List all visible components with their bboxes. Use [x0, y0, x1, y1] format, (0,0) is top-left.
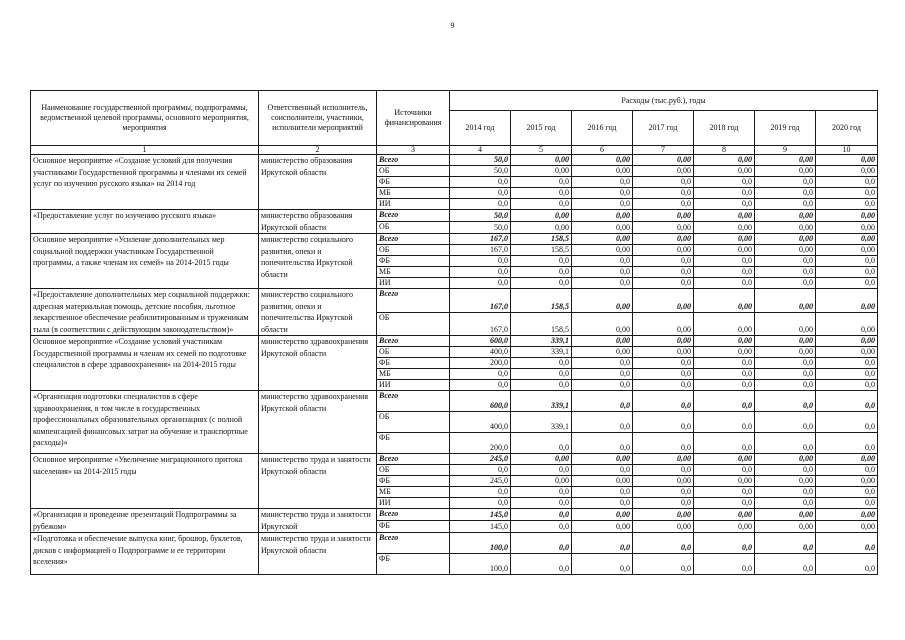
expense-value: 0,00: [633, 312, 694, 336]
expense-value: 0,0: [694, 278, 755, 289]
expense-value: 0,0: [450, 267, 511, 278]
expense-value: 0,0: [572, 533, 633, 554]
expense-value: 0,0: [450, 256, 511, 267]
expense-value: 400,0: [450, 347, 511, 358]
expense-value: 0,0: [694, 498, 755, 509]
header-year: 2016 год: [572, 111, 633, 146]
expense-value: 0,0: [572, 188, 633, 199]
expense-value: 0,00: [572, 245, 633, 256]
funding-source: МБ: [377, 188, 450, 199]
expense-value: 0,00: [572, 210, 633, 222]
expense-value: 0,00: [816, 509, 878, 521]
expense-value: 0,0: [633, 391, 694, 412]
expense-value: 0,0: [633, 533, 694, 554]
expense-value: 0,0: [633, 554, 694, 575]
table-row: [31, 533, 878, 554]
expense-value: 0,0: [755, 533, 816, 554]
funding-source: ФБ: [377, 521, 450, 533]
expense-value: 0,00: [816, 210, 878, 222]
expense-value: 0,00: [633, 155, 694, 166]
expense-value: 0,00: [572, 312, 633, 336]
header-year: 2019 год: [755, 111, 816, 146]
expense-value: 0,0: [450, 369, 511, 380]
expense-value: 0,0: [694, 487, 755, 498]
expense-value: 0,0: [572, 267, 633, 278]
expense-value: 0,00: [755, 245, 816, 256]
expense-value: 0,0: [450, 188, 511, 199]
expense-value: 339,1: [511, 391, 572, 412]
expense-value: 0,0: [511, 267, 572, 278]
expense-value: 0,00: [633, 454, 694, 465]
expense-value: 0,0: [633, 199, 694, 210]
expense-value: 0,0: [816, 256, 878, 267]
expense-value: 0,0: [511, 278, 572, 289]
expense-value: 0,0: [572, 199, 633, 210]
expense-value: 0,0: [511, 369, 572, 380]
funding-source: ФБ: [377, 554, 450, 575]
expense-value: 0,0: [633, 188, 694, 199]
activity-name: Основное мероприятие «Увеличение миграционного притока населения» на 2014-2015 годы: [31, 454, 259, 509]
expense-value: 0,0: [694, 391, 755, 412]
funding-source: Всего: [377, 155, 450, 166]
expense-value: 0,00: [694, 454, 755, 465]
expense-value: 339,1: [511, 336, 572, 347]
expense-value: 0,0: [572, 380, 633, 391]
expense-value: 0,0: [450, 498, 511, 509]
funding-source: ОБ: [377, 412, 450, 433]
expense-value: 0,00: [816, 245, 878, 256]
expense-value: 100,0: [450, 554, 511, 575]
expense-value: 0,0: [816, 487, 878, 498]
table-row: [31, 391, 878, 412]
funding-source: ОБ: [377, 166, 450, 177]
funding-source: ИИ: [377, 278, 450, 289]
expense-value: 0,0: [450, 487, 511, 498]
expense-value: 0,00: [755, 336, 816, 347]
expense-value: 0,0: [816, 358, 878, 369]
expense-value: 0,00: [816, 347, 878, 358]
activity-name: «Организация подготовки специалистов в сфере здравоохранения, в том числе в государственных профессиональных образовательных организациях (с полной компенсацией финансовых затрат на обучение и транспортные расходы)»: [31, 391, 259, 454]
expense-value: 0,00: [572, 454, 633, 465]
expense-value: 0,0: [633, 358, 694, 369]
expense-value: 0,0: [755, 391, 816, 412]
expense-value: 0,00: [633, 476, 694, 487]
funding-source: ФБ: [377, 476, 450, 487]
expense-value: 0,0: [816, 199, 878, 210]
expense-value: 0,00: [755, 210, 816, 222]
activity-name: Основное мероприятие «Создание условий участникам Государственной программы и членам их семей по подготовке специалистов в сфере здравоохранения» на 2014-2015 годы: [31, 336, 259, 391]
column-index: 10: [816, 146, 878, 155]
expense-value: 0,0: [755, 177, 816, 188]
expense-value: 0,0: [633, 465, 694, 476]
expense-value: 0,00: [694, 222, 755, 234]
table-row: [31, 155, 878, 166]
funding-source: Всего: [377, 289, 450, 313]
expense-value: 0,0: [511, 554, 572, 575]
expense-value: 0,00: [694, 234, 755, 245]
expense-value: 0,00: [511, 166, 572, 177]
expense-value: 0,0: [572, 278, 633, 289]
expense-value: 145,0: [450, 521, 511, 533]
expense-value: 0,00: [755, 521, 816, 533]
funding-source: Всего: [377, 210, 450, 222]
expense-value: 0,0: [511, 256, 572, 267]
funding-source: ФБ: [377, 433, 450, 454]
expense-value: 0,0: [816, 412, 878, 433]
header-year: 2020 год: [816, 111, 878, 146]
expense-value: 0,00: [511, 222, 572, 234]
expense-value: 0,00: [511, 476, 572, 487]
funding-source: ОБ: [377, 347, 450, 358]
column-index: 5: [511, 146, 572, 155]
expense-value: 0,00: [694, 210, 755, 222]
expense-value: 0,0: [755, 433, 816, 454]
expense-value: 0,0: [511, 358, 572, 369]
funding-source: ФБ: [377, 358, 450, 369]
funding-source: Всего: [377, 509, 450, 521]
expense-value: 0,0: [633, 267, 694, 278]
expense-value: 339,1: [511, 412, 572, 433]
table-row: [31, 234, 878, 245]
expense-value: 0,0: [694, 554, 755, 575]
expense-value: 0,0: [755, 554, 816, 575]
expense-value: 0,0: [450, 278, 511, 289]
expense-value: 0,0: [511, 509, 572, 521]
expense-value: 0,0: [816, 465, 878, 476]
expense-value: 0,00: [572, 476, 633, 487]
expense-value: 0,0: [511, 498, 572, 509]
expense-value: 0,0: [755, 487, 816, 498]
expense-value: 0,00: [572, 155, 633, 166]
expense-value: 0,0: [816, 433, 878, 454]
expense-value: 167,0: [450, 312, 511, 336]
header-name: Наименование государственной программы, подпрограммы, ведомственной целевой программы, основного мероприятия, мероприятия: [31, 91, 259, 146]
expense-value: 0,0: [694, 465, 755, 476]
expense-value: 0,00: [694, 521, 755, 533]
expense-value: 0,00: [572, 347, 633, 358]
expense-value: 158,5: [511, 245, 572, 256]
column-index: 7: [633, 146, 694, 155]
funding-source: ОБ: [377, 312, 450, 336]
expense-value: 200,0: [450, 433, 511, 454]
expense-value: 0,0: [572, 433, 633, 454]
funding-source: МБ: [377, 369, 450, 380]
expense-value: 0,00: [694, 245, 755, 256]
header-source: Источники финансирования: [377, 91, 450, 146]
executor-name: министерство труда и занятости Иркутской области: [259, 454, 377, 509]
expense-value: 0,00: [633, 509, 694, 521]
expense-value: 0,00: [755, 312, 816, 336]
expense-value: 0,0: [694, 199, 755, 210]
column-index: 2: [259, 146, 377, 155]
expense-value: 0,0: [694, 433, 755, 454]
expense-value: 0,00: [694, 155, 755, 166]
activity-name: «Подготовка и обеспечение выпуска книг, брошюр, буклетов, дисков с информацией о Подпрограмме и ее территории вселения»: [31, 533, 259, 575]
expense-value: 0,00: [633, 166, 694, 177]
executor-name: министерство труда и занятости Иркутской: [259, 509, 377, 533]
expense-value: 200,0: [450, 358, 511, 369]
expense-value: 0,00: [755, 476, 816, 487]
expense-value: 50,0: [450, 155, 511, 166]
expense-value: 245,0: [450, 454, 511, 465]
expense-value: 0,00: [755, 234, 816, 245]
expense-value: 0,00: [511, 454, 572, 465]
expense-value: 0,0: [511, 433, 572, 454]
expense-value: 0,0: [511, 199, 572, 210]
expense-value: 50,0: [450, 166, 511, 177]
expense-value: 0,0: [511, 521, 572, 533]
expense-value: 600,0: [450, 391, 511, 412]
expense-value: 0,0: [511, 533, 572, 554]
expense-value: 0,00: [633, 245, 694, 256]
expense-value: 0,0: [633, 380, 694, 391]
funding-source: МБ: [377, 487, 450, 498]
executor-name: министерство социального развития, опеки и попечительства Иркутской области: [259, 234, 377, 289]
expense-value: 0,0: [511, 177, 572, 188]
executor-name: министерство образования Иркутской области: [259, 155, 377, 210]
executor-name: министерство здравоохранения Иркутской области: [259, 391, 377, 454]
funding-source: ОБ: [377, 465, 450, 476]
column-index: 4: [450, 146, 511, 155]
funding-source: ОБ: [377, 245, 450, 256]
expense-value: 167,0: [450, 245, 511, 256]
expense-value: 0,0: [572, 177, 633, 188]
expense-value: 0,0: [755, 278, 816, 289]
expense-value: 50,0: [450, 210, 511, 222]
expense-value: 0,00: [633, 222, 694, 234]
funding-source: Всего: [377, 234, 450, 245]
expense-value: 0,00: [755, 347, 816, 358]
expense-value: 100,0: [450, 533, 511, 554]
expense-value: 0,0: [633, 412, 694, 433]
expense-value: 0,0: [633, 177, 694, 188]
expense-value: 0,00: [816, 476, 878, 487]
header-year: 2014 год: [450, 111, 511, 146]
expense-value: 0,00: [572, 166, 633, 177]
expense-value: 0,0: [816, 278, 878, 289]
expense-value: 245,0: [450, 476, 511, 487]
expense-value: 0,0: [755, 380, 816, 391]
expense-value: 0,00: [694, 336, 755, 347]
expense-value: 0,0: [511, 380, 572, 391]
expense-value: 0,0: [816, 177, 878, 188]
expense-value: 400,0: [450, 412, 511, 433]
expense-value: 0,0: [633, 433, 694, 454]
expense-value: 0,00: [633, 234, 694, 245]
expense-value: 0,00: [694, 166, 755, 177]
funding-source: ИИ: [377, 498, 450, 509]
column-index: 9: [755, 146, 816, 155]
funding-source: ОБ: [377, 222, 450, 234]
expense-value: 0,0: [755, 188, 816, 199]
expense-value: 0,00: [755, 166, 816, 177]
expense-value: 0,0: [572, 487, 633, 498]
expense-value: 158,5: [511, 289, 572, 313]
expense-value: 145,0: [450, 509, 511, 521]
table-row: [31, 289, 878, 313]
expense-value: 0,0: [450, 380, 511, 391]
expense-value: 0,0: [511, 188, 572, 199]
column-index: 8: [694, 146, 755, 155]
expense-value: 0,0: [816, 554, 878, 575]
expense-value: 0,0: [633, 487, 694, 498]
table-row: [31, 210, 878, 222]
activity-name: «Организация и проведение презентаций Подпрограммы за рубежом»: [31, 509, 259, 533]
expense-value: 0,0: [450, 199, 511, 210]
activity-name: Основное мероприятие «Создание условий для получения участниками Государственной программы и членами их семей услуг по изучению русского языка» на 2014 год: [31, 155, 259, 210]
funding-source: Всего: [377, 336, 450, 347]
expense-value: 0,00: [572, 509, 633, 521]
expense-value: 0,0: [572, 498, 633, 509]
expense-value: 0,00: [816, 336, 878, 347]
expense-value: 0,0: [694, 256, 755, 267]
expense-value: 0,00: [816, 312, 878, 336]
expense-value: 0,00: [694, 312, 755, 336]
activity-name: «Предоставление услуг по изучению русского языка»: [31, 210, 259, 234]
page-number: 9: [450, 21, 455, 30]
executor-name: министерство здравоохранения Иркутской области: [259, 336, 377, 391]
expense-value: 0,00: [694, 476, 755, 487]
expense-value: 0,0: [572, 369, 633, 380]
expense-value: 0,00: [755, 454, 816, 465]
funding-source: Всего: [377, 391, 450, 412]
expense-value: 0,0: [694, 369, 755, 380]
funding-source: ФБ: [377, 256, 450, 267]
expense-value: 158,5: [511, 234, 572, 245]
expense-value: 0,0: [816, 533, 878, 554]
executor-name: министерство труда и занятости Иркутской области: [259, 533, 377, 575]
expense-value: 0,0: [450, 177, 511, 188]
executor-name: министерство социального развития, опеки и попечительства Иркутской области: [259, 289, 377, 336]
expense-value: 0,00: [633, 210, 694, 222]
expense-value: 0,0: [450, 465, 511, 476]
expense-value: 0,00: [755, 222, 816, 234]
expense-value: 0,00: [816, 166, 878, 177]
activity-name: «Предоставление дополнительных мер социальной поддержки: адресная материальная помощь, детские пособия, льготное лекарственное обеспечение реабилитированным и труженикам тыла (в соответствии с действующим законодательством)»: [31, 289, 259, 336]
expense-value: 0,0: [816, 380, 878, 391]
column-index: 3: [377, 146, 450, 155]
expense-value: 0,00: [511, 210, 572, 222]
expense-value: 600,0: [450, 336, 511, 347]
column-index: 6: [572, 146, 633, 155]
expense-value: 0,00: [816, 521, 878, 533]
expense-value: 0,00: [755, 509, 816, 521]
expense-value: 0,0: [572, 358, 633, 369]
expenses-table: [30, 90, 878, 575]
expense-value: 0,0: [572, 465, 633, 476]
expense-value: 0,0: [694, 267, 755, 278]
expense-value: 0,0: [755, 412, 816, 433]
expense-value: 0,00: [633, 521, 694, 533]
expense-value: 0,0: [694, 380, 755, 391]
expense-value: 0,0: [694, 412, 755, 433]
expense-value: 0,0: [572, 412, 633, 433]
expense-value: 339,1: [511, 347, 572, 358]
funding-source: ИИ: [377, 380, 450, 391]
expense-value: 0,00: [816, 454, 878, 465]
header-year: 2018 год: [694, 111, 755, 146]
expense-value: 0,00: [572, 336, 633, 347]
funding-source: Всего: [377, 454, 450, 465]
header-expenses: Расходы (тыс.руб.), годы: [450, 91, 878, 111]
header-year: 2015 год: [511, 111, 572, 146]
expense-value: 0,0: [755, 358, 816, 369]
expense-value: 0,00: [511, 155, 572, 166]
table-row: [31, 454, 878, 465]
expense-value: 0,0: [755, 267, 816, 278]
expense-value: 50,0: [450, 222, 511, 234]
expense-value: 0,0: [816, 267, 878, 278]
expense-value: 0,0: [816, 188, 878, 199]
expense-value: 0,00: [755, 155, 816, 166]
funding-source: Всего: [377, 533, 450, 554]
header-executor: Ответственный исполнитель, соисполнители, участники, исполнители мероприятий: [259, 91, 377, 146]
funding-source: МБ: [377, 267, 450, 278]
table-body: [31, 155, 878, 575]
expense-value: 0,00: [816, 289, 878, 313]
expense-value: 0,0: [816, 369, 878, 380]
expense-value: 0,0: [816, 391, 878, 412]
expense-value: 0,00: [633, 336, 694, 347]
expense-value: 0,0: [572, 256, 633, 267]
table-row: [31, 336, 878, 347]
expense-value: 0,0: [755, 199, 816, 210]
expense-value: 0,00: [816, 155, 878, 166]
expense-value: 0,0: [816, 498, 878, 509]
funding-source: ФБ: [377, 177, 450, 188]
expense-value: 0,0: [633, 278, 694, 289]
expense-value: 167,0: [450, 289, 511, 313]
expense-value: 0,0: [694, 188, 755, 199]
expense-value: 0,00: [572, 222, 633, 234]
expense-value: 0,0: [755, 465, 816, 476]
expense-value: 0,00: [572, 289, 633, 313]
column-index: 1: [31, 146, 259, 155]
expense-value: 0,0: [694, 533, 755, 554]
expense-value: 0,0: [755, 256, 816, 267]
expense-value: 0,0: [755, 498, 816, 509]
funding-source: ИИ: [377, 199, 450, 210]
expense-value: 158,5: [511, 312, 572, 336]
expense-value: 0,0: [511, 487, 572, 498]
expense-value: 0,00: [816, 222, 878, 234]
expense-value: 0,00: [816, 234, 878, 245]
expense-value: 0,00: [572, 234, 633, 245]
expense-value: 0,0: [694, 358, 755, 369]
expense-value: 0,0: [633, 369, 694, 380]
expense-value: 0,00: [694, 509, 755, 521]
expense-value: 0,00: [633, 347, 694, 358]
expense-value: 0,0: [572, 391, 633, 412]
expense-value: 0,0: [511, 465, 572, 476]
activity-name: Основное мероприятие «Усиление дополнительных мер социальной поддержки участникам Государственной программы, а также членам их семей» на 2014-2015 годы: [31, 234, 259, 289]
executor-name: министерство образования Иркутской области: [259, 210, 377, 234]
expense-value: 0,00: [572, 521, 633, 533]
expense-value: 0,0: [633, 498, 694, 509]
expense-value: 167,0: [450, 234, 511, 245]
header-year: 2017 год: [633, 111, 694, 146]
expense-value: 0,00: [694, 347, 755, 358]
expense-value: 0,0: [572, 554, 633, 575]
expense-value: 0,0: [633, 256, 694, 267]
expense-value: 0,0: [755, 369, 816, 380]
expense-value: 0,00: [755, 289, 816, 313]
expense-value: 0,00: [633, 289, 694, 313]
table-row: [31, 509, 878, 521]
expense-value: 0,0: [694, 177, 755, 188]
expense-value: 0,00: [694, 289, 755, 313]
